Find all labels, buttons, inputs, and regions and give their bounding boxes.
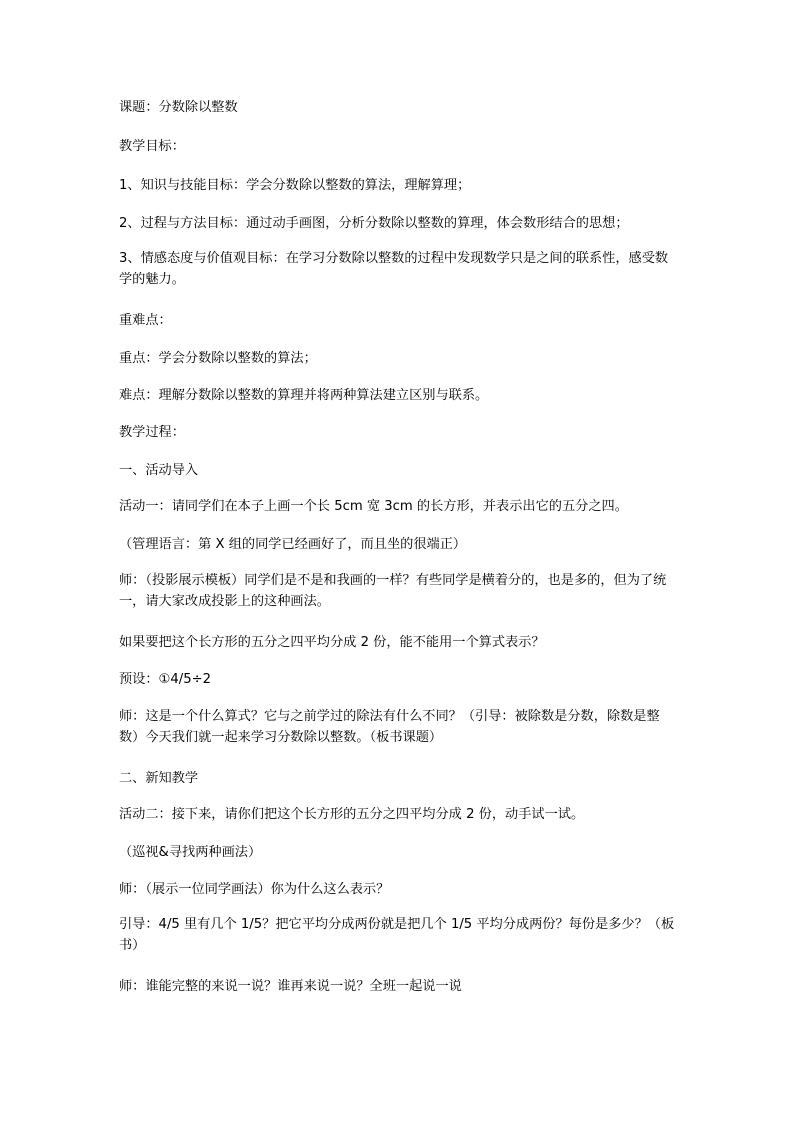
objective-1: 1、知识与技能目标：学会分数除以整数的算法，理解算理； bbox=[119, 178, 471, 193]
activity-1: 活动一：请同学们在本子上画一个长 5cm 宽 3cm 的长方形，并表示出它的五分之四。 bbox=[119, 499, 628, 514]
process-heading: 教学过程： bbox=[119, 425, 185, 440]
patrol-note: （巡视&寻找两种画法） bbox=[119, 845, 262, 860]
preset: 预设：①4/5÷2 bbox=[119, 672, 212, 687]
objective-2: 2、过程与方法目标：通过动手画图，分析分数除以整数的算理，体会数形结合的思想； bbox=[119, 216, 629, 231]
key-point: 重点：学会分数除以整数的算法； bbox=[119, 351, 317, 366]
difficulty: 难点：理解分数除以整数的算理并将两种算法建立区别与联系。 bbox=[119, 388, 489, 403]
section-2-heading: 二、新知教学 bbox=[119, 771, 199, 786]
teacher-line-1: 师：（投影展示模板）同学们是不是和我画的一样？有些同学是横着分的，也是多的，但为了统一，请大家改成投影上的这种画法。 bbox=[119, 573, 667, 609]
lesson-title: 课题：分数除以整数 bbox=[119, 100, 238, 115]
teacher-line-2: 师：这是一个什么算式？它与之前学过的除法有什么不同？（引导：被除数是分数，除数是整数）今天我们就一起来学习分数除以整数。（板书课题） bbox=[119, 709, 660, 745]
teacher-line-4: 师：谁能完整的来说一说？谁再来说一说？全班一起说一说 bbox=[119, 979, 462, 994]
question-1: 如果要把这个长方形的五分之四平均分成 2 份，能不能用一个算式表示？ bbox=[119, 635, 545, 650]
activity-2: 活动二：接下来，请你们把这个长方形的五分之四平均分成 2 份，动手试一试。 bbox=[119, 807, 585, 822]
management-note: （管理语言：第 X 组的同学已经画好了，而且坐的很端正） bbox=[119, 537, 467, 552]
section-1-heading: 一、活动导入 bbox=[119, 463, 199, 478]
objective-3: 3、情感态度与价值观目标：在学习分数除以整数的过程中发现数学只是之间的联系性，感受数学的魅力。 bbox=[119, 251, 669, 287]
key-points-heading: 重难点： bbox=[119, 313, 172, 328]
teacher-line-3: 师：（展示一位同学画法）你为什么这么表示？ bbox=[119, 882, 390, 897]
guide: 引导：4/5 里有几个 1/5？把它平均分成两份就是把几个 1/5 平均分成两份？每份是多少？（板书） bbox=[119, 917, 675, 953]
objectives-heading: 教学目标： bbox=[119, 139, 185, 154]
